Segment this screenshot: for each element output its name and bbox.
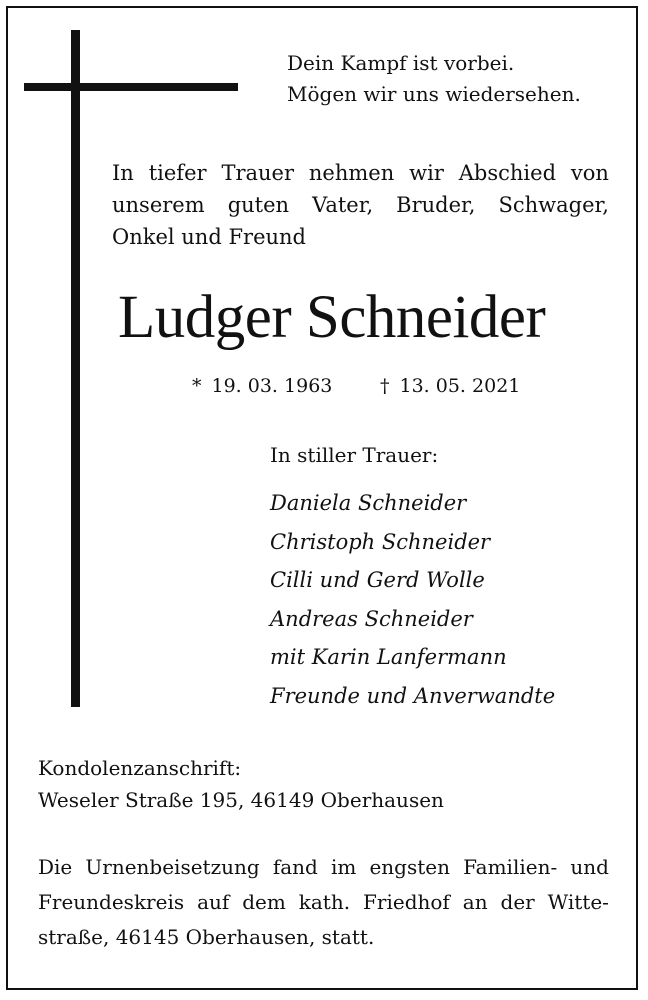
intro-word: Vater, [312,193,374,217]
burial-word: dem [242,890,286,914]
burial-word: Friedhof [363,890,450,914]
burial-word: Familien- [463,855,558,879]
intro-word: In [112,161,134,185]
intro-word: tiefer [148,161,207,185]
burial-line-1 [38,850,609,885]
burial-word: im [330,855,357,879]
burial-notice [38,850,609,955]
intro-word: Abschied [458,161,557,185]
condolence-label: Kondolenzanschrift: [38,756,242,780]
intro-word: Trauer [221,161,294,185]
death-date: 13. 05. 2021 [399,375,521,397]
mourner-name: Daniela Schneider [270,491,467,515]
birth-date-row [192,371,332,401]
burial-word: auf [197,890,230,914]
burial-word: Witte- [547,890,609,914]
burial-word: Freundeskreis [38,890,185,914]
death-date-row [380,371,520,401]
mourner-name: Freunde und Anverwandte [270,683,556,708]
burial-word: Die [38,855,73,879]
condolence-address-block [38,752,444,816]
mourner-name: Cilli und Gerd Wolle [270,568,485,593]
burial-line-3: straße, 46145 Oberhausen, statt. [38,925,375,949]
mourners-list [270,484,555,716]
burial-word: kath. [298,890,351,914]
birth-date: 19. 03. 1963 [211,375,333,397]
intro-word: von [570,161,609,185]
death-cross-icon: † [380,375,390,397]
intro-line-1 [112,157,609,189]
burial-word: an [462,890,488,914]
cross-icon-horizontal-bar [24,83,238,91]
intro-word: wir [409,161,444,185]
burial-word: der [500,890,535,914]
intro-word: nehmen [308,161,395,185]
burial-word: engsten [369,855,451,879]
intro-word: Schwager, [498,193,609,217]
intro-text [112,157,609,253]
burial-word: und [570,855,609,879]
intro-line-2 [112,189,609,221]
intro-word: guten [227,193,290,217]
mourner-name: mit Karin Lanfermann [270,645,507,670]
deceased-name: Ludger Schneider [118,284,546,351]
mourning-label: In stiller Trauer: [270,443,439,467]
intro-word: unserem [112,193,205,217]
mourner-name: Christoph Schneider [270,529,491,554]
motto-line-1: Dein Kampf ist vorbei. [287,51,515,75]
burial-word: Urnenbeisetzung [85,855,260,879]
burial-word: fand [272,855,318,879]
mourner-name: Andreas Schneider [270,606,473,631]
burial-line-2 [38,885,609,920]
intro-line-3: Onkel und Freund [112,225,306,249]
condolence-address: Weseler Straße 195, 46149 Oberhausen [38,788,444,812]
motto [287,48,581,110]
intro-word: Bruder, [396,193,476,217]
cross-icon-vertical-bar [71,30,80,707]
birth-star-icon: * [192,375,202,397]
motto-line-2: Mögen wir uns wiedersehen. [287,82,581,106]
